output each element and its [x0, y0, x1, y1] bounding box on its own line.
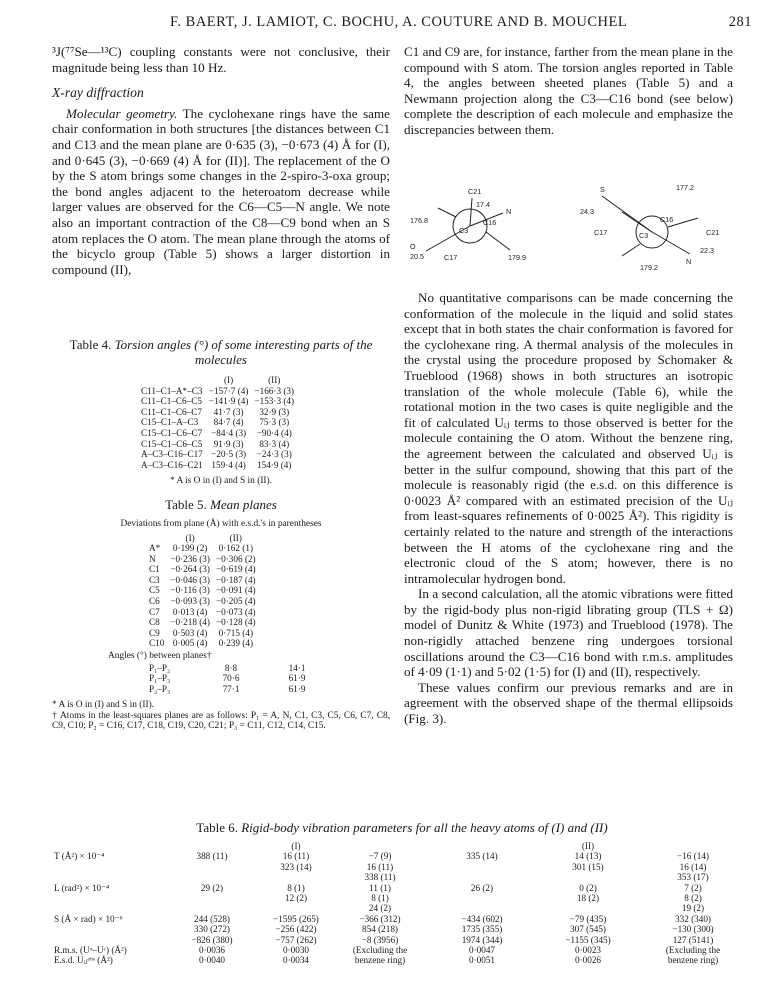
label-n: N: [686, 257, 692, 266]
table-row: P₂–P₃ 77·1 61·9: [149, 683, 306, 694]
table-row: C10 0·005 (4) 0·239 (4): [149, 638, 254, 649]
table-row: E.s.d. Uᵢⱼᵒᵇˢ (Å²) 0·0040 0·0034 benzene ring) 0·0051 0·0026 benzene ring): [54, 955, 719, 966]
table-row: C3 −0·046 (3) −0·187 (4): [149, 574, 256, 585]
label-c3: C3: [459, 226, 469, 235]
table-6-grid: [52, 841, 752, 966]
bond-line: [622, 212, 652, 232]
label-c17: C17: [444, 253, 458, 262]
label-o: O: [410, 242, 416, 251]
table-row: C11–C1–C6–C5 −141·9 (4) −153·3 (4): [141, 396, 295, 407]
table-row: C11–C1–A*–C3 −157·7 (4) −166·3 (3): [141, 385, 295, 396]
table-6: [52, 820, 752, 966]
table-row: A* 0·199 (2) 0·162 (1): [149, 543, 254, 554]
label-torsion: 177.2: [676, 183, 694, 192]
table-4-grid: (I) (II) C11–C1–A*–C3 −157·7 (4) −166·3 (3) C11–C1–C6–C5 −141·9 (4) −153·3 (4) C11–C1–C6–C7 41·7 (3) 32·9 (3) C15–C1–A–C3 84·7 (4) 75·3 (3) C15–C1–C6–C7 −84·4 (3) −90·4 (4) C15–C1–C6–C5 91·9 (3) 83·3 (4) A–C3–C16–C17 −20·5 (3) −24·3 (3) A–C3–C16–C21 159·4 (4) 154·9 (4): [138, 375, 297, 470]
table-5-subtitle: Deviations from plane (Å) with e.s.d.'s in parentheses: [120, 519, 322, 529]
label-torsion: 17.4: [476, 200, 490, 209]
column-header: (I): [291, 841, 301, 851]
table-row: C11–C1–C6–C7 41·7 (3) 32·9 (3): [141, 406, 290, 417]
table-row: C6 −0·093 (3) −0·205 (4): [149, 596, 256, 607]
table-row: A–C3–C16–C17 −20·5 (3) −24·3 (3): [141, 449, 292, 460]
table-4: [52, 337, 390, 487]
paragraph: These values confirm our previous remarks and are in agreement with the observed shape of the thermal ellipsoids (Fig. 3).: [404, 679, 733, 727]
table-row: P₁–P₃ 70·6 61·9: [149, 673, 306, 684]
table-5-footnote-2: † Atoms in the least-squares planes are as follows: P₁ = A, N, C1, C3, C5, C6, C7, C8, C9, C10; P₂ = C16, C17, C18, C19, C20, C21; P₃ = C11, C12, C14, C15.: [52, 710, 390, 732]
label-c3: C3: [639, 231, 649, 240]
label-c21: C21: [706, 228, 720, 237]
label-torsion: 179.2: [640, 263, 658, 272]
paragraph: No quantitative comparisons can be made concerning the conformation of the molecule in the liquid and solid states except that in both states the chair conformation is favored for the cyclohexane ring. A thermal analysis of the molecules in the crystal using the procedure proposed by Schomaker & Trueblood (1968) shows in both structures an isotropic translation of the whole molecule (Table 6), while the rotational motion in the two cases is quite negligible and the fit of calculated Uᵢⱼ terms to those observed is better for the molecule containing the O atom. Without the benzene ring, the agreement between the calculated and observed Uᵢⱼ is better in the sulfur compound, showing that this part of the molecule is reasonably rigid (the e.s.d. on this difference is 0·0023 Å² compared with an estimated precision of the Uᵢⱼ from least-squares refinements of 0·0025 Å²). This rigidity is certainly related to the nature and strength of the interactions between the H atoms of the cyclohexane ring and the electronic cloud of the S atom; however, there is no intramolecular hydrogen bond.: [404, 290, 733, 586]
table-row: C5 −0·116 (3) −0·091 (4): [149, 585, 256, 596]
table-row: A–C3–C16–C21 159·4 (4) 154·9 (4): [141, 459, 292, 470]
table-row: C7 0·013 (4) −0·073 (4): [149, 606, 256, 617]
bond-line: [486, 232, 510, 250]
table-5-grid: (I) (II) A* 0·199 (2) 0·162 (1) N −0·236 (3) −0·306 (2) C1 −0·264 (3) −0·619 (4) C3 −0·046 (3) −0·187 (4) C5 −0·116 (3) −0·091 (4) C6 −0·093 (3) −0·205 (4) C7 0·013 (4) −0·073 (4) C8 −0·218 (4) −0·128 (4) C9 0·503 (4) 0·715 (4) C10 0·005 (4) 0·239 (4): [146, 533, 259, 650]
bond-line: [652, 232, 690, 254]
run-in-heading: Molecular geometry.: [66, 105, 178, 121]
header-authors: F. BAERT, J. LAMIOT, C. BOCHU, A. COUTURE AND B. MOUCHEL: [170, 14, 628, 30]
bond-line: [470, 198, 472, 226]
table-row: L (rad²) × 10⁻⁴ 29 (2) 8 (1) 12 (2) 11 (1) 8 (1) 24 (2) 26 (2) 0 (2) 18 (2) 7 (2) 8 (2) 19 (2): [54, 882, 705, 914]
label-torsion: 179.9: [508, 253, 526, 262]
label-c17: C17: [594, 228, 608, 237]
table-5-angles-label: Angles (°) between planes†: [108, 651, 212, 662]
bond-line: [622, 244, 640, 256]
right-column-bottom: [404, 290, 733, 727]
label-torsion: 24.3: [580, 207, 594, 216]
paragraph: Molecular geometry. The cyclohexane rings have the same chair conformation in both structures [the distances between C1 and C13 and the mean plane are 0·635 (3), −0·673 (4) Å for (I), and 0·645 (3), −0·669 (4) Å for (II)]. The replacement of the O by the S atom brings some changes in the 2-spiro-3-oxa group; the bond angles adjacent to the heteroatom decrease while larger values are observed for the C6—C5—N angle. We note also an important contraction of the C8—C9 bond when an S atom replaces the O atom. The mean plane through the atoms of the bicyclo group (Table 5) shows a larger distortion in compound (II),: [52, 105, 390, 277]
table-5-angles: [146, 663, 330, 695]
table-6-caption: Table 6. Rigid-body vibration parameters for all the heavy atoms of (I) and (II): [196, 820, 608, 835]
table-row: C15–C1–A–C3 84·7 (4) 75·3 (3): [141, 417, 290, 428]
table-row: C1 −0·264 (3) −0·619 (4): [149, 564, 256, 575]
column-header: (II): [581, 841, 595, 851]
table-4-caption: Table 4. Torsion angles (°) of some interesting parts of the molecules: [69, 337, 373, 367]
table-row: C8 −0·218 (4) −0·128 (4): [149, 617, 256, 628]
paragraph: ³J(⁷⁷Se—¹³C) coupling constants were not conclusive, their magnitude being less than 10 Hz.: [52, 44, 390, 75]
table-row: S (Å × rad) × 10⁻⁶ 244 (528) 330 (272) −826 (380) −1595 (265) −256 (422) −757 (262) −366 (312) 854 (218) −8 (3956) −434 (602) 1735 (355) 1974 (344) −79 (435) 307 (545) −1155 (345) 332 (340) −130 (300) 127 (5141): [54, 913, 714, 945]
table-5: [52, 497, 390, 732]
right-column-top: [404, 44, 733, 138]
label-c16: C16: [660, 215, 674, 224]
page-number: 281: [728, 14, 752, 30]
newman-projection-1: [410, 187, 526, 262]
newman-projections: [404, 178, 733, 278]
paragraph: C1 and C9 are, for instance, farther from the mean plane in the compound with S atom. The torsion angles reported in Table 4, the angles between sheeted planes (Table 5) and a Newmann projection along the C3—C16 bond (see below) complete the description of each molecule and emphasize the discrepancies between them.: [404, 44, 733, 137]
left-column: [52, 44, 390, 277]
table-5-footnote-1: * A is O in (I) and S in (II).: [52, 700, 155, 711]
label-s: S: [600, 185, 605, 194]
newman-projection-2: [580, 183, 719, 272]
section-heading: X-ray diffraction: [52, 85, 144, 101]
table-4-footnote: * A is O in (I) and S in (II).: [169, 476, 273, 487]
table-row: C15–C1–C6–C7 −84·4 (3) −90·4 (4): [141, 427, 292, 438]
table-row: C15–C1–C6–C5 91·9 (3) 83·3 (4): [141, 438, 290, 449]
label-torsion: 20.5: [410, 252, 424, 261]
label-torsion: 22.3: [700, 246, 714, 255]
label-c16: C16: [483, 218, 497, 227]
paragraph: In a second calculation, all the atomic vibrations were fitted by the rigid-body plus non-rigid librating group (TLS + Ω) model of Dunitz & White (1973) and Trueblood (1978). The non-rigidly attached benzene ring undergoes torsional oscillations around the C3—C16 bond with r.m.s. amplitudes of 4·09 (1·1) and 5·02 (1·5) for (I) and (II), respectively.: [404, 586, 733, 680]
table-row: R.m.s. (Uᵒ–Uᶜ) (Å²) 0·0036 0·0030 (Excluding the 0·0047 0·0023 (Excluding the: [54, 945, 721, 956]
table-5-caption: Table 5. Mean planes: [165, 497, 277, 512]
table-row: C9 0·503 (4) 0·715 (4): [149, 627, 254, 638]
bond-line: [438, 208, 456, 217]
label-n: N: [506, 207, 512, 216]
label-c21: C21: [468, 187, 482, 196]
table-row: P₁–P₂ 8·8 14·1: [149, 662, 306, 673]
label-torsion: 176.8: [410, 216, 428, 225]
table-row: T (Å²) × 10⁻⁴ 388 (11) 16 (11) 323 (14) −7 (9) 16 (11) 338 (11) 335 (14) 14 (13) 301 (15) −16 (14) 16 (14) 353 (17): [54, 851, 709, 883]
table-row: N −0·236 (3) −0·306 (2): [149, 553, 256, 564]
